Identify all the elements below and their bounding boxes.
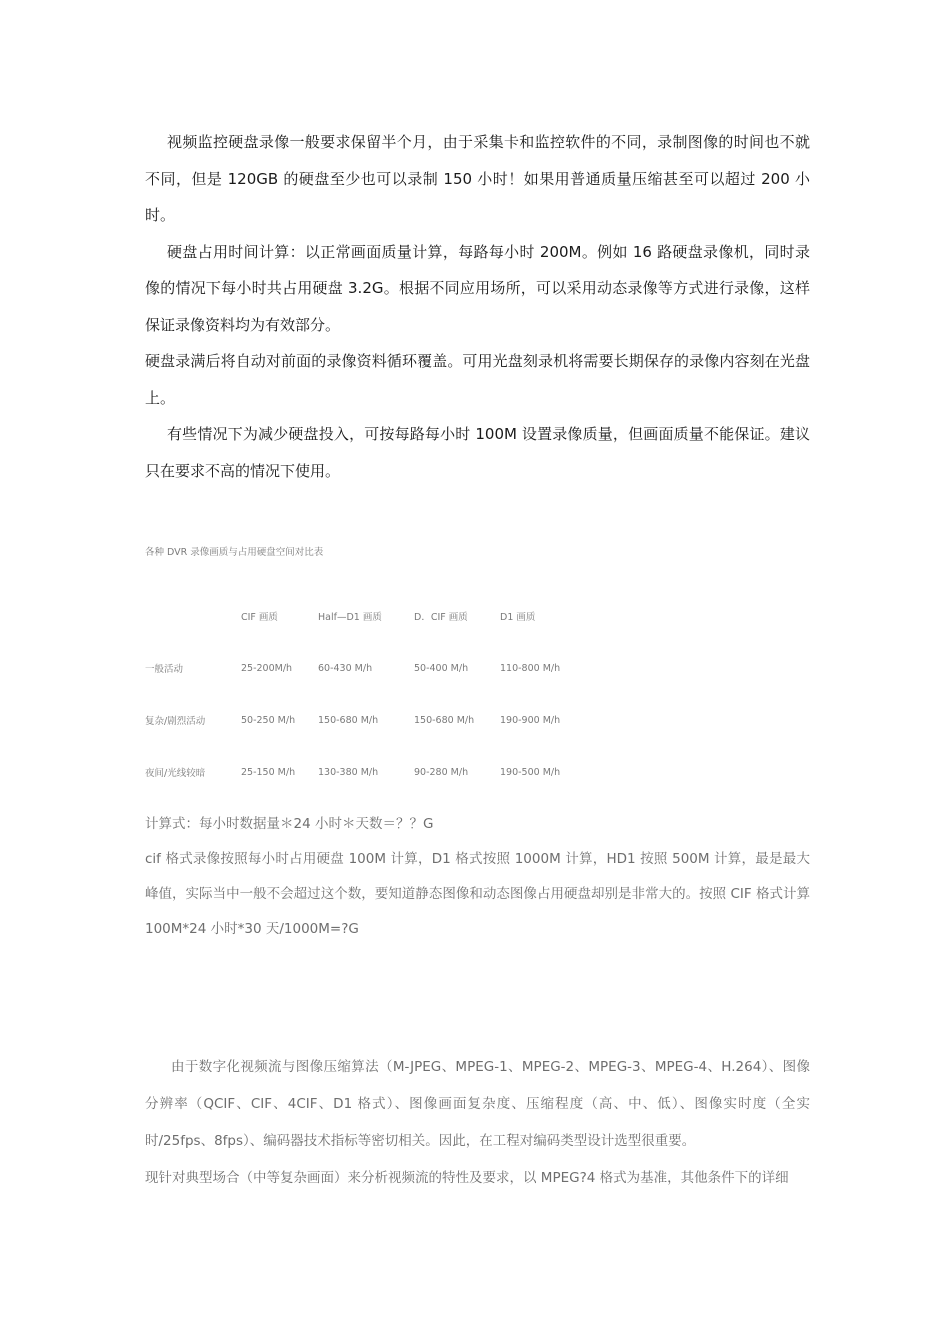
cif-note-paragraph: cif 格式录像按照每小时占用硬盘 100M 计算，D1 格式按照 1000M 计算，HD1 按照 500M 计算，最是最大峰值，实际当中一般不会超过这个数，要知道静态图像和动态图像占用硬盘却别是非常大的。按照 CIF 格式计算 100M*24 小时*30 天/1000M=?G [145, 851, 810, 937]
table-header-cell: D．CIF 画质 [414, 612, 468, 623]
table-cell: 150-680 M/h [318, 714, 379, 726]
table-cell: 60-430 M/h [318, 662, 373, 674]
table-header-row [145, 590, 580, 642]
formula-line: 计算式：每小时数据量＊24 小时＊天数＝？？G [145, 816, 434, 832]
table-header-cell: D1 画质 [500, 612, 536, 623]
paragraph-usage-calc: 硬盘占用时间计算：以正常画面质量计算，每路每小时 200M。例如 16 路硬盘录像机，同时录像的情况下每小时共占用硬盘 3.2G。根据不同应用场所，可以采用动态录像等方式进行录像，这样保证录像资料均为有效部分。 [145, 242, 810, 334]
paragraph-reduce-cost: 有些情况下为减少硬盘投入，可按每路每小时 100M 设置录像质量，但画面质量不能保证。建议只在要求不高的情况下使用。 [145, 425, 810, 480]
table-header-cell [145, 590, 241, 642]
intro-section [145, 124, 810, 489]
table-row [145, 642, 580, 694]
table-cell: 25-150 M/h [241, 766, 296, 778]
table-cell: 190-900 M/h [500, 714, 561, 726]
table-row [145, 694, 580, 746]
table-caption: 各种 DVR 录像画质与占用硬盘空间对比表 [145, 547, 324, 558]
dvr-quality-table [145, 590, 580, 798]
table-cell: 190-500 M/h [500, 766, 561, 778]
table-cell: 130-380 M/h [318, 766, 379, 778]
table-header-cell: Half—D1 画质 [318, 612, 382, 623]
table-cell: 90-280 M/h [414, 766, 469, 778]
table-cell: 110-800 M/h [500, 662, 561, 674]
table-cell: 复杂/剧烈活动 [145, 716, 206, 727]
paragraph-mpeg4-analysis: 现针对典型场合（中等复杂画面）来分析视频流的特性及要求，以 MPEG?4 格式为基准，其他条件下的详细 [145, 1170, 789, 1186]
table-cell: 50-400 M/h [414, 662, 469, 674]
formula-section [145, 807, 810, 947]
table-cell: 25-200M/h [241, 662, 293, 674]
table-header-cell: CIF 画质 [241, 612, 278, 623]
paragraph-retention: 视频监控硬盘录像一般要求保留半个月，由于采集卡和监控软件的不同，录制图像的时间也不就不同，但是 120GB 的硬盘至少也可以录制 150 小时！如果用普通质量压缩甚至可以超过 200 小时。 [145, 133, 810, 224]
encoding-section [145, 1049, 810, 1197]
table-cell: 一般活动 [145, 664, 184, 675]
paragraph-overwrite: 硬盘录满后将自动对前面的录像资料循环覆盖。可用光盘刻录机将需要长期保存的录像内容刻在光盘上。 [145, 352, 810, 407]
table-row [145, 746, 580, 798]
paragraph-encoding-factors: 由于数字化视频流与图像压缩算法（M-JPEG、MPEG-1、MPEG-2、MPEG-3、MPEG-4、H.264）、图像分辨率（QCIF、CIF、4CIF、D1 格式）、图像画面复杂度、压缩程度（高、中、低）、图像实时度（全实时/25fps、8fps）、编码器技术指标等密切相关。因此，在工程对编码类型设计选型很重要。 [145, 1059, 810, 1149]
table-cell: 夜间/光线较暗 [145, 768, 206, 779]
table-cell: 50-250 M/h [241, 714, 296, 726]
table-cell: 150-680 M/h [414, 714, 475, 726]
